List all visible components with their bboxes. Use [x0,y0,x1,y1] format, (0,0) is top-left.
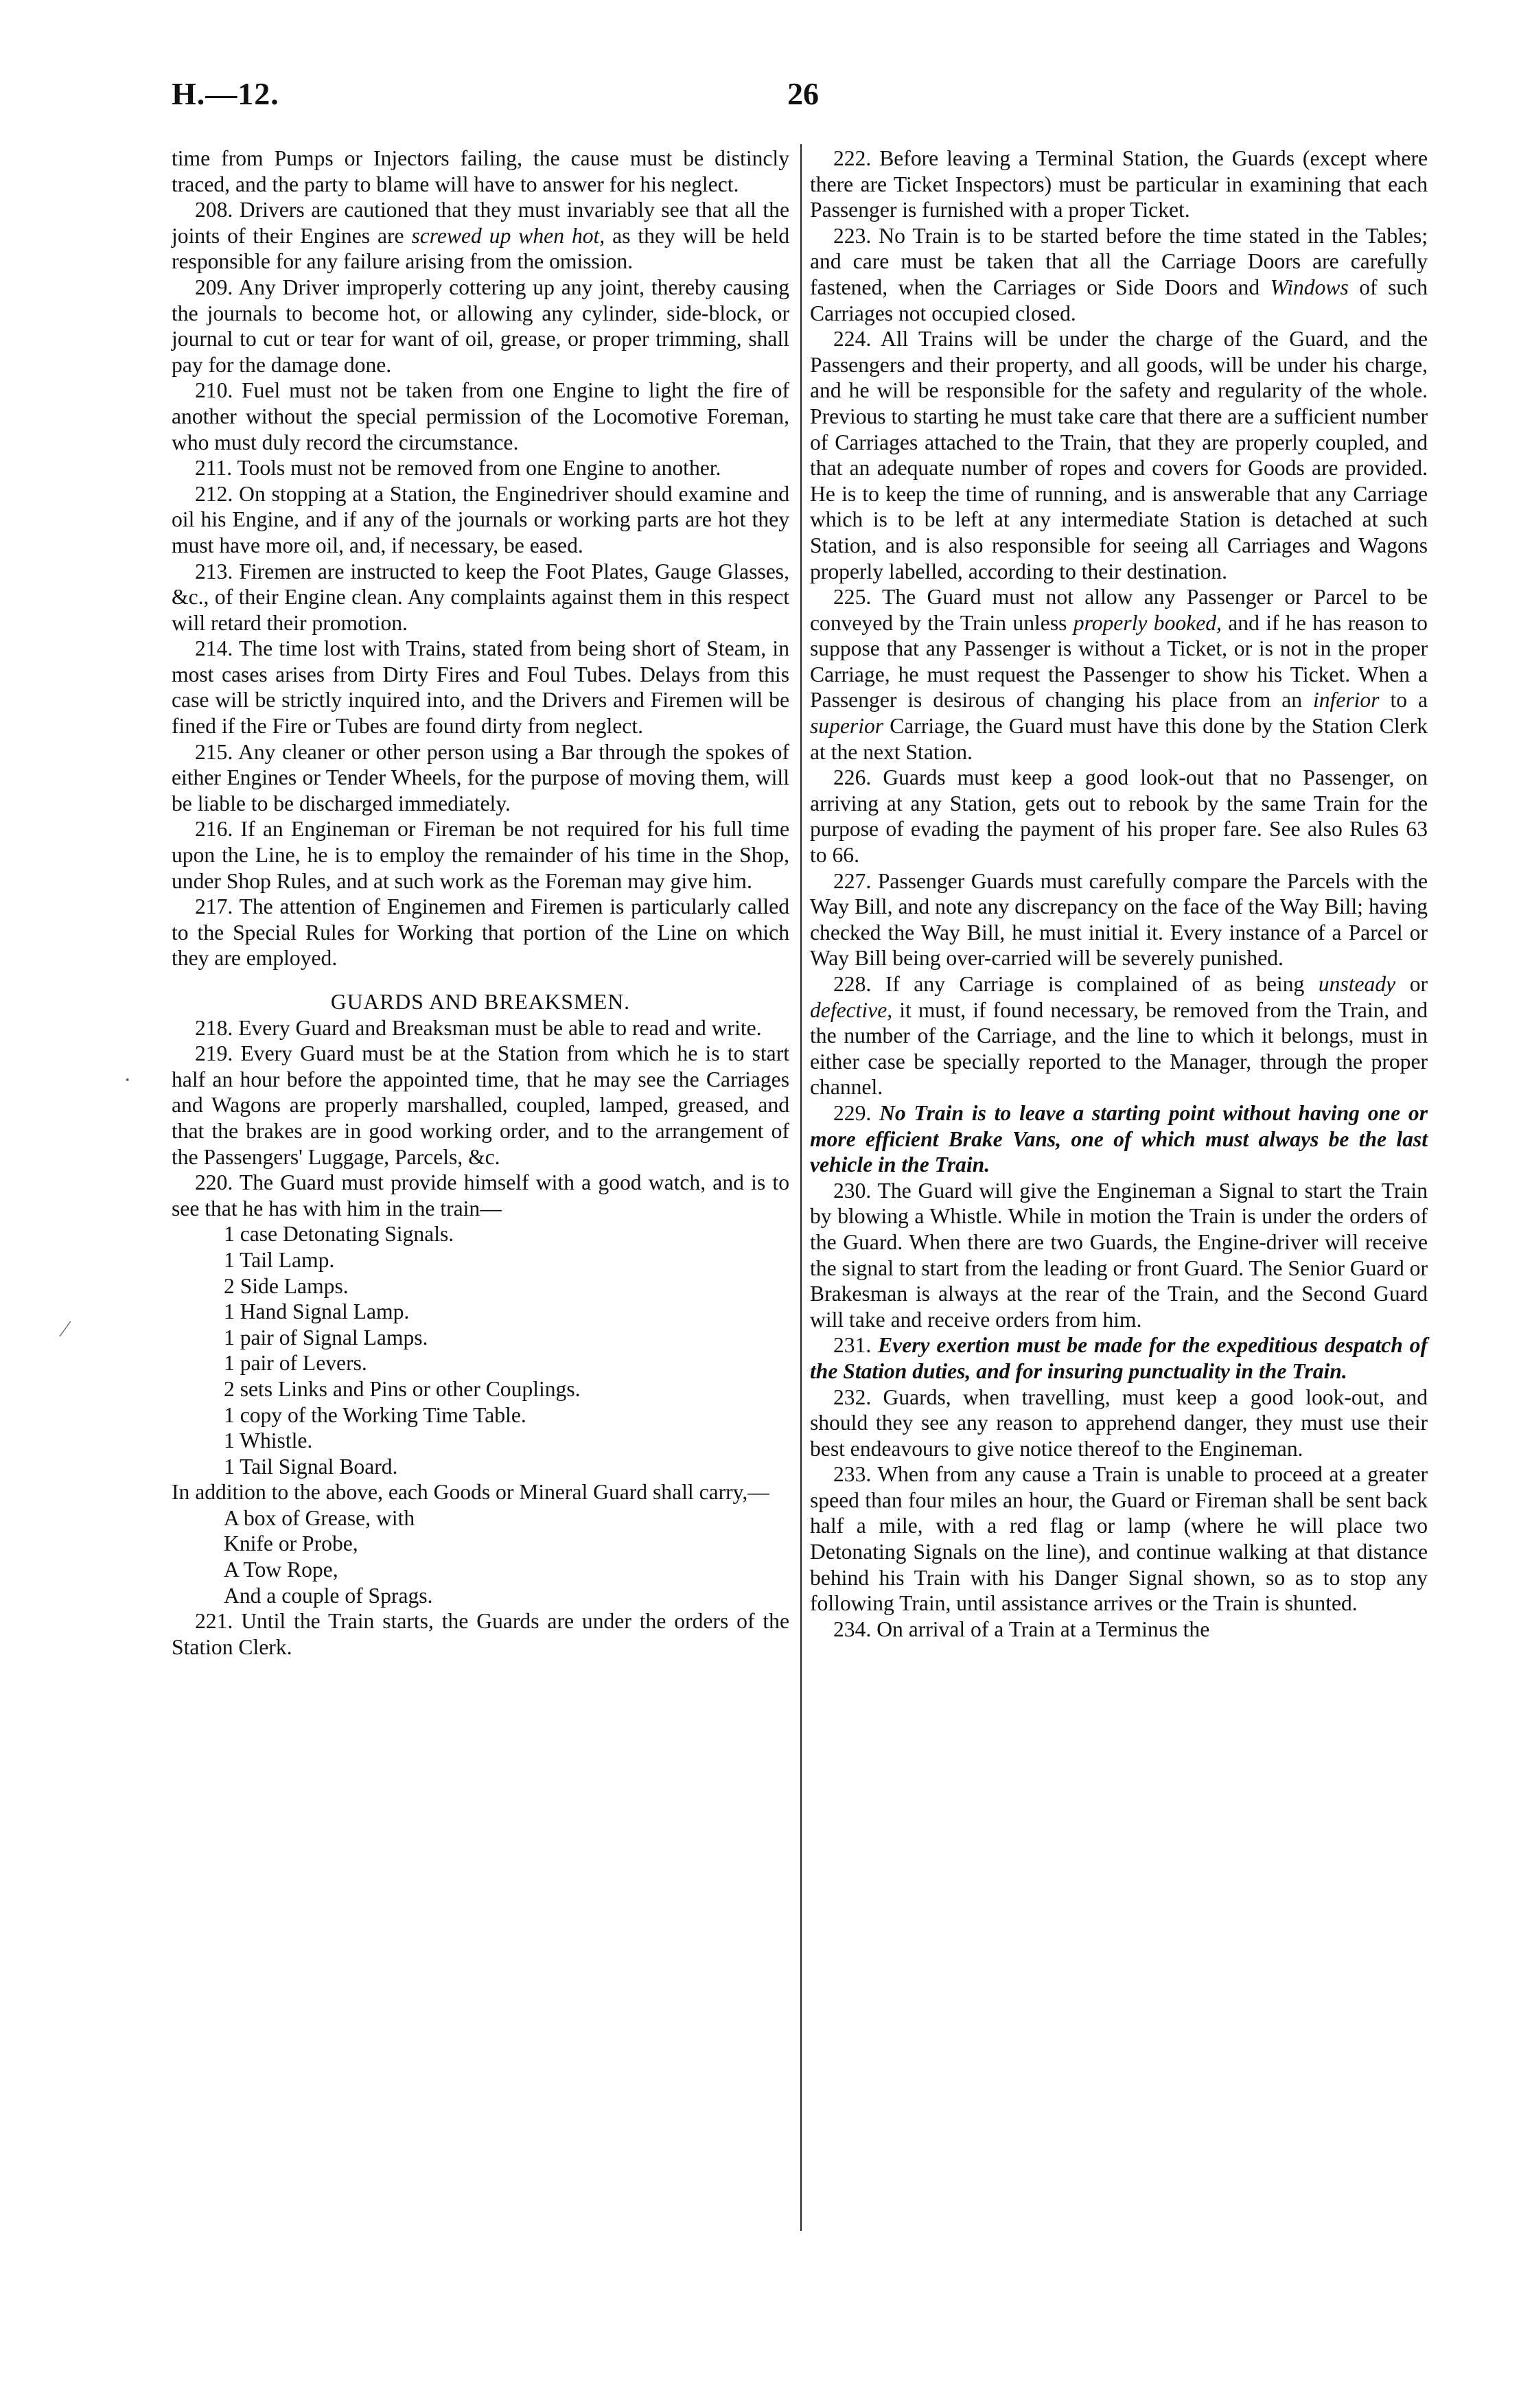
rule-225 [810,584,1428,765]
rule-225-text-c: and if he has reason to suppose that any Passenger is without a Ticket, or is not in the proper Carriage, he must request the Passenger to show his Ticket. When a Passenger is desirous of changing his place from an [810,610,1428,713]
rule-217: 217. The attention of Enginemen and Firemen is particularly called to the Special Rules for Working that portion of the Line on which they are employed. [172,894,789,971]
rule-222: 222. Before leaving a Terminal Station, the Guards (except where there are Ticket Inspectors) must be particular in examining that each Passenger is furnished with a proper Ticket. [810,146,1428,222]
rule-221: 221. Until the Train starts, the Guards are under the orders of the Station Clerk. [172,1609,789,1659]
rule-228-emphasis-defective: defective, [810,997,893,1022]
list-item: 1 Whistle. [224,1428,313,1453]
rule-230: 230. The Guard will give the Engineman a Signal to start the Train by blowing a Whistle. While in motion the Train is under the orders of the Guard. When there are two Guards, the Engine-driver will receive the signal to start from the leading or front Guard. The Senior Guard or Brakesman is always at the rear of the Train, and the Second Guard will take and receive orders from him. [810,1178,1428,1332]
rule-228-text-e: it must, if found necessary, be removed from the Train, and the number of the Carriage, and the line to which it belongs, must in either case be specially reported to the Manager, through the proper channel. [810,997,1428,1100]
rule-228 [810,971,1428,1100]
rule-211: 211. Tools must not be removed from one Engine to another. [195,456,721,481]
list-item: A box of Grease, with [224,1505,415,1530]
page-header [172,76,1435,130]
list-item: 1 pair of Levers. [224,1351,367,1376]
rule-231 [810,1332,1428,1384]
margin-dot: · [124,1067,132,1093]
list-item: 1 Tail Signal Board. [224,1454,398,1479]
equipment-list [172,1221,789,1479]
rule-209: 209. Any Driver improperly cottering up any joint, thereby causing the journals to become hot, or allowing any cylinder, side-block, or journal to cut or tear for want of oil, grease, or proper trimming, shall pay for the damage done. [172,275,789,377]
rule-224: 224. All Trains will be under the charge of the Guard, and the Passengers and their property, and all goods, will be under his charge, and he will be responsible for the safety and regularity of the whole. Previous to starting he must take care that there are a sufficient number of Carriages attached to the Train, that they are properly coupled, and that an adequate number of ropes and covers for Goods are provided. He is to keep the time of running, and is answerable that any Carriage which is to be left at any intermediate Station is detached at such Station, and is also responsible for seeing all Carriages and Wagons properly labelled, according to their destination. [810,327,1428,583]
list-item: And a couple of Sprags. [224,1583,433,1608]
rule-225-text-g: Carriage, the Guard must have this done by the Station Clerk at the next Station. [810,714,1428,764]
rule-208-text-c: as they will be held responsible for any failure arising from the omission. [172,223,789,274]
rule-214: 214. The time lost with Trains, stated from being short of Steam, in most cases arises from Dirty Fires and Foul Tubes. Delays from this case will be strictly inquired into, and the Drivers and Firemen will be fined if the Fire or Tubes are found dirty from neglect. [172,636,789,739]
list-item: 1 copy of the Working Time Table. [224,1402,526,1427]
rule-212: 212. On stopping at a Station, the Enginedriver should examine and oil his Engine, and if any of the journals or working parts are hot they must have more oil, and, if necessary, be eased. [172,481,789,557]
list-item: 2 sets Links and Pins or other Couplings. [224,1376,581,1401]
rule-228-emphasis-unsteady: unsteady [1318,972,1396,996]
rule-229-emphasis: No Train is to leave a starting point without having one or more efficient Brake Vans, one of which must always be the last vehicle in the Train. [810,1100,1428,1177]
document-code: H.—12. [172,76,279,111]
rule-223-text-c: of such Carriages not occupied closed. [810,275,1428,325]
rule-225-emphasis-inferior: inferior [1312,688,1380,713]
rule-226: 226. Guards must keep a good look-out that no Passenger, on arriving at any Station, gets out to rebook by the same Train for the purpose of evading the payment of his proper fare. See also Rules 63 to 66. [810,765,1428,868]
rule-233: 233. When from any cause a Train is unable to proceed at a greater speed than four miles an hour, the Guard or Fireman shall be sent back half a mile, with a red flag or lamp (where he will place two Detonating Signals on the line), and continue walking at that distance behind his Train with his Danger Signal shown, so as to stop any following Train, until assistance arrives or the Train is shunted. [810,1462,1428,1616]
rule-215: 215. Any cleaner or other person using a Bar through the spokes of either Engines or Tender Wheels, for the purpose of moving them, will be liable to be discharged immediately. [172,739,789,815]
rule-225-emphasis-booked: properly booked, [1073,610,1222,635]
rule-208-text-a: 208. Drivers are cautioned that they must invariably see that all the joints of their Engines are [172,198,789,248]
margin-mark: ⁄ [63,1317,67,1342]
rule-234: 234. On arrival of a Train at a Terminus the [833,1617,1210,1641]
rule-220: 220. The Guard must provide himself with a good watch, and is to see that he has with him in the train— [172,1170,789,1220]
list-item: 1 case Detonating Signals. [224,1222,454,1247]
rule-223-text-a: 223. No Train is to be started before the time stated in the Tables; and care must be taken that all the Carriage Doors are carefully fastened, when the Carriages or Side Doors and [810,223,1428,299]
rule-231-emphasis: Every exertion must be made for the expeditious despatch of the Station duties, and for insuring punctuality in the Train. [810,1333,1428,1383]
goods-items-list [172,1505,789,1608]
page-number: 26 [787,76,819,111]
list-item: 1 pair of Signal Lamps. [224,1325,428,1350]
goods-guard-addition: In addition to the above, each Goods or Mineral Guard shall carry,— [172,1480,769,1505]
paragraph-continued: time from Pumps or Injectors failing, the cause must be distincly traced, and the party to blame will have to answer for his neglect. [172,146,789,196]
rule-228-text-a: 228. If any Carriage is complained of as being [833,972,1319,996]
rule-225-text-a: 225. The Guard must not allow any Passenger or Parcel to be conveyed by the Train unless [810,585,1428,635]
rule-213: 213. Firemen are instructed to keep the Foot Plates, Gauge Glasses, &c., of their Engine clean. Any complaints against them in this respect will retard their promotion. [172,559,789,635]
list-item: 2 Side Lamps. [224,1273,349,1298]
list-item: Knife or Probe, [224,1531,358,1556]
list-item: A Tow Rope, [224,1558,338,1582]
column-divider [800,144,802,2231]
rule-232: 232. Guards, when travelling, must keep a good look-out, and should they see any reason to apprehend danger, they must use their best endeavours to give notice thereof to the Engineman. [810,1385,1428,1461]
rule-208-emphasis: screwed up when hot, [411,223,605,248]
rule-231-number: 231. [833,1333,879,1358]
rule-208 [172,197,789,275]
right-column [810,146,1428,1642]
list-item: 1 Hand Signal Lamp. [224,1299,410,1324]
rule-210: 210. Fuel must not be taken from one Engine to light the fire of another without the special permission of the Locomotive Foreman, who must duly record the circumstance. [172,378,789,454]
left-column [172,146,789,1660]
rule-225-text-e: to a [1379,688,1428,713]
rule-229-number: 229. [833,1100,880,1125]
rule-229 [810,1100,1428,1178]
list-item: 1 Tail Lamp. [224,1247,335,1272]
rule-225-emphasis-superior: superior [810,714,884,739]
rule-216: 216. If an Engineman or Fireman be not required for his full time upon the Line, he is to employ the remainder of his time in the Shop, under Shop Rules, and at such work as the Foreman may give him. [172,817,789,893]
rule-218: 218. Every Guard and Breaksman must be able to read and write. [195,1015,762,1040]
rule-228-text-c: or [1395,972,1428,996]
rule-223-emphasis: Windows [1270,275,1349,299]
rule-219: 219. Every Guard must be at the Station from which he is to start half an hour before the appointed time, that he may see the Carriages and Wagons are properly marshalled, coupled, lamped, greased, and that the brakes are in good working order, and to the arrangement of the Passengers' Luggage, Parcels, &c. [172,1041,789,1169]
rule-223 [810,223,1428,326]
rule-227: 227. Passenger Guards must carefully compare the Parcels with the Way Bill, and note any discrepancy on the face of the Way Bill; having checked the Way Bill, he must initial it. Every instance of a Parcel or Way Bill being over-carried will be severely punished. [810,868,1428,971]
section-heading: GUARDS AND BREAKSMEN. [330,990,631,1014]
